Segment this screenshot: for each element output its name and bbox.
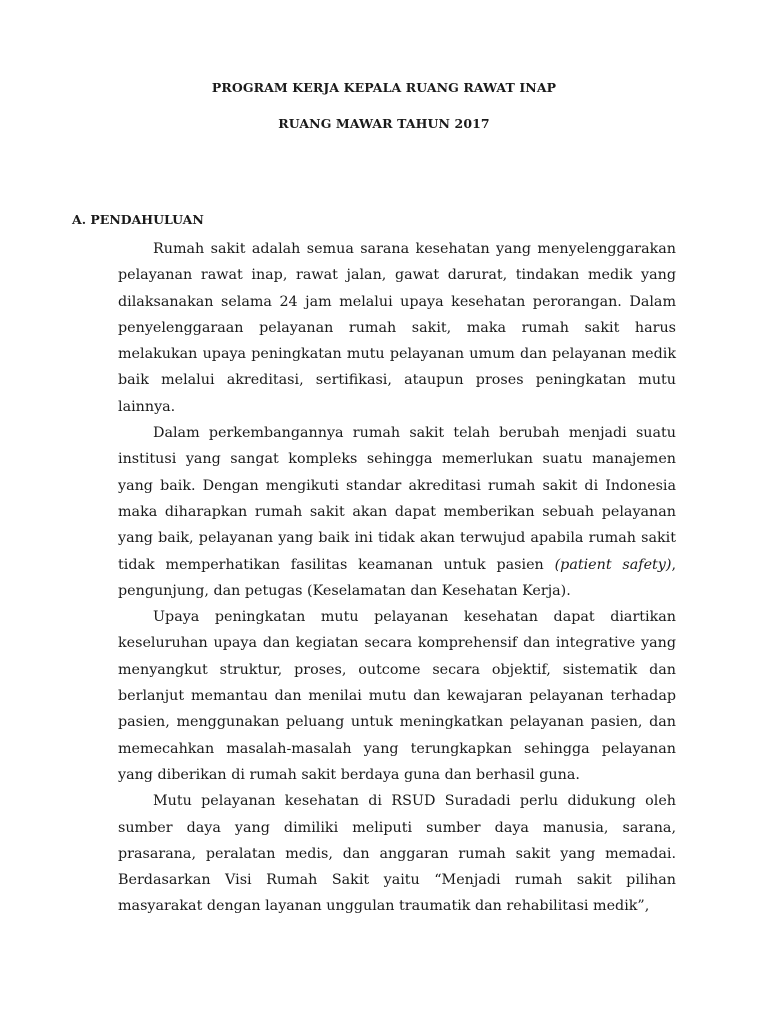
document-subtitle: RUANG MAWAR TAHUN 2017 bbox=[278, 116, 490, 131]
document-body bbox=[118, 236, 676, 920]
section-heading: A. PENDAHULUAN bbox=[72, 212, 204, 227]
paragraph-2-text-end: , pengunjung, dan petugas (Keselamatan dan Kesehatan Kerja). bbox=[118, 556, 676, 599]
paragraph-2 bbox=[118, 420, 676, 604]
paragraph-2-text: Dalam perkembangannya rumah sakit telah berubah menjadi suatu institusi yang sangat kompleks sehingga memerlukan suatu manajemen yang baik. Dengan mengikuti standar akreditasi rumah sakit di Indonesia maka diharapkan rumah sakit akan dapat memberikan sebuah pelayanan yang baik, pelayanan yang baik ini tidak akan terwujud apabila rumah sakit tidak memperhatikan fasilitas keamanan untuk pasien bbox=[118, 425, 676, 573]
paragraph-2-italic: (patient safety) bbox=[554, 556, 672, 573]
paragraph-3: Upaya peningkatan mutu pelayanan kesehatan dapat diartikan keseluruhan upaya dan kegiatan secara komprehensif dan integrative yang menyangkut struktur, proses, outcome secara objektif, sistematik dan berlanjut memantau dan menilai mutu dan kewajaran pelayanan terhadap pasien, menggunakan peluang untuk meningkatkan pelayanan pasien, dan memecahkan masalah-masalah yang terungkapkan sehingga pelayanan yang diberikan di rumah sakit berdaya guna dan berhasil guna. bbox=[118, 609, 676, 783]
document-title: PROGRAM KERJA KEPALA RUANG RAWAT INAP bbox=[211, 80, 557, 95]
paragraph-1: Rumah sakit adalah semua sarana kesehatan yang menyelenggarakan pelayanan rawat inap, rawat jalan, gawat darurat, tindakan medik yang dilaksanakan selama 24 jam melalui upaya kesehatan perorangan. Dalam penyelenggaraan pelayanan rumah sakit, maka rumah sakit harus melakukan upaya peningkatan mutu pelayanan umum dan pelayanan medik baik melalui akreditasi, sertifikasi, ataupun proses peningkatan mutu lainnya. bbox=[118, 241, 676, 415]
paragraph-4: Mutu pelayanan kesehatan di RSUD Suradadi perlu didukung oleh sumber daya yang dimiliki meliputi sumber daya manusia, sarana, prasarana, peralatan medis, dan anggaran rumah sakit yang memadai. Berdasarkan Visi Rumah Sakit yaitu “Menjadi rumah sakit pilihan masyarakat dengan layanan unggulan traumatik dan rehabilitasi medik”, bbox=[118, 793, 676, 915]
